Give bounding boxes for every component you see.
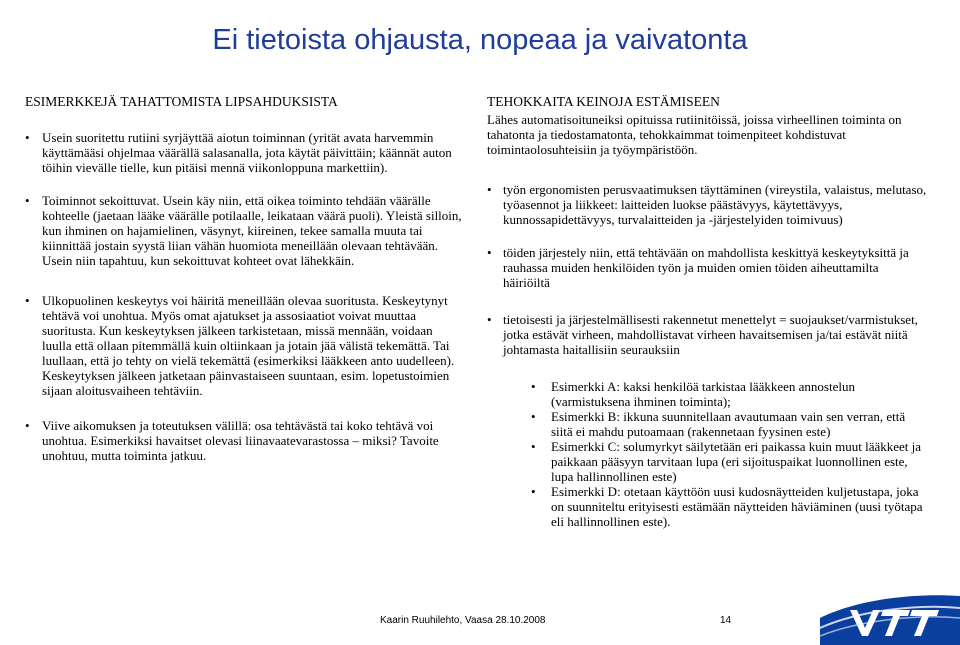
list-item: • Esimerkki A: kaksi henkilöä tarkistaa lääkkeen annostelun (varmistuksena ihminen toiminta); [531,379,927,409]
list-item: • töiden järjestely niin, että tehtävään on mahdollista keskittyä keskeytyksittä ja rauhassa muiden henkilöiden työn ja muiden omien töiden aiheuttamilta häiriöiltä [487,245,927,290]
list-item: • Toiminnot sekoittuvat. Usein käy niin, että oikea toiminto tehdään väärälle kohteelle (jaetaan lääke väärälle potilaalle, leikataan väärä puoli). Yleistä silloin, kun ihminen on hajamielinen, väsynyt, kiireinen, tekee samalla muuta tai kiinnittää jostain syystä liian vähän huomiota meneillään olevaan tehtävään. Usein niin tapahtuu, kun sekoittuvat kohteet ovat lähekkäin. [25,193,465,268]
list-item: • työn ergonomisten perusvaatimuksen täyttäminen (vireystila, valaistus, melutaso, työasennot ja liikkeet: laitteiden luokse päästävyys, käytettävyys, kunnossapidettävyys, turvalaitteiden ja -järjestelyiden toimivuus) [487,182,927,227]
left-heading: ESIMERKKEJÄ TAHATTOMISTA LIPSAHDUKSISTA [25,94,338,109]
footer-author: Kaarin Ruuhilehto, Vaasa 28.10.2008 [380,615,546,626]
list-item: • Esimerkki D: otetaan käyttöön uusi kudosnäytteiden kuljetustapa, joka on suunniteltu erityisesti estämään näytteiden häviäminen (uusi työtapa eli hallinnollinen este). [531,484,927,529]
list-item: • Esimerkki B: ikkuna suunnitellaan avautumaan vain sen verran, että siitä ei mahdu putoamaan (rakennetaan fyysinen este) [531,409,927,439]
right-bullet-list [487,182,927,357]
left-bullet-list [25,130,465,463]
right-heading: TEHOKKAITA KEINOJA ESTÄMISEEN [487,94,720,109]
page-title: Ei tietoista ohjausta, nopeaa ja vaivatonta [212,24,748,56]
list-item: • Esimerkki C: solumyrkyt säilytetään eri paikassa kuin muut lääkkeet ja paikkaan pääsyyn tarvitaan lupa (eri sijoituspaikat luonnollinen este, lupa hallinnollinen este) [531,439,927,484]
list-item: • Viive aikomuksen ja toteutuksen välillä: osa tehtävästä tai koko tehtävä voi unohtua. Esimerkiksi havaitset olevasi liinavaatevarastossa – miksi? Tavoite unohtuu, mutta toiminta jatkuu. [25,418,465,463]
example-list [531,379,927,529]
list-item: • Usein suoritettu rutiini syrjäyttää aiotun toiminnan (yrität avata harvemmin käyttämääsi ohjelmaa väärällä salasanalla, jota käytät päivittäin; käännät auton töihin vievälle tielle, kun pitäisi mennä viikonloppuna markettiin). [25,130,465,175]
right-column [487,94,927,529]
list-item: • Ulkopuolinen keskeytys voi häiritä meneillään olevaa suoritusta. Keskeytynyt tehtävä voi unohtua. Myös omat ajatukset ja assosiaatiot voivat muuttaa suoritusta. Kun keskeytyksen jälkeen tarkistetaan, missä mennään, voidaan luulla että ollaan pitemmällä kuin oltiinkaan ja jotain jää välistä tekemättä. Tai luullaan, että jo tehty on vielä tekemättä (esimerkiksi lääkkeen anto uudelleen). Keskeytyksen jälkeen jatketaan päinvastaiseen suuntaan, esim. lopetustoimien sijaan aloitusvaiheen tehtäviin. [25,293,465,398]
vtt-logo [820,588,960,645]
page-number: 14 [720,615,732,626]
left-column [25,94,465,463]
right-intro: Lähes automatisoituneiksi opituissa rutiinitöissä, joissa virheellinen toiminta on tahatonta ja tiedostamatonta, tehokkaimmat toimenpiteet kohdistuvat toimintaolosuhteisiin ja työympäristöön. [487,112,902,157]
list-item: • tietoisesti ja järjestelmällisesti rakennetut menettelyt = suojaukset/varmistukset, jotka estävät virheen, mahdollistavat virheen havaitsemisen ja/tai estävät niitä johtamasta haitallisiin seurauksiin [487,312,927,357]
